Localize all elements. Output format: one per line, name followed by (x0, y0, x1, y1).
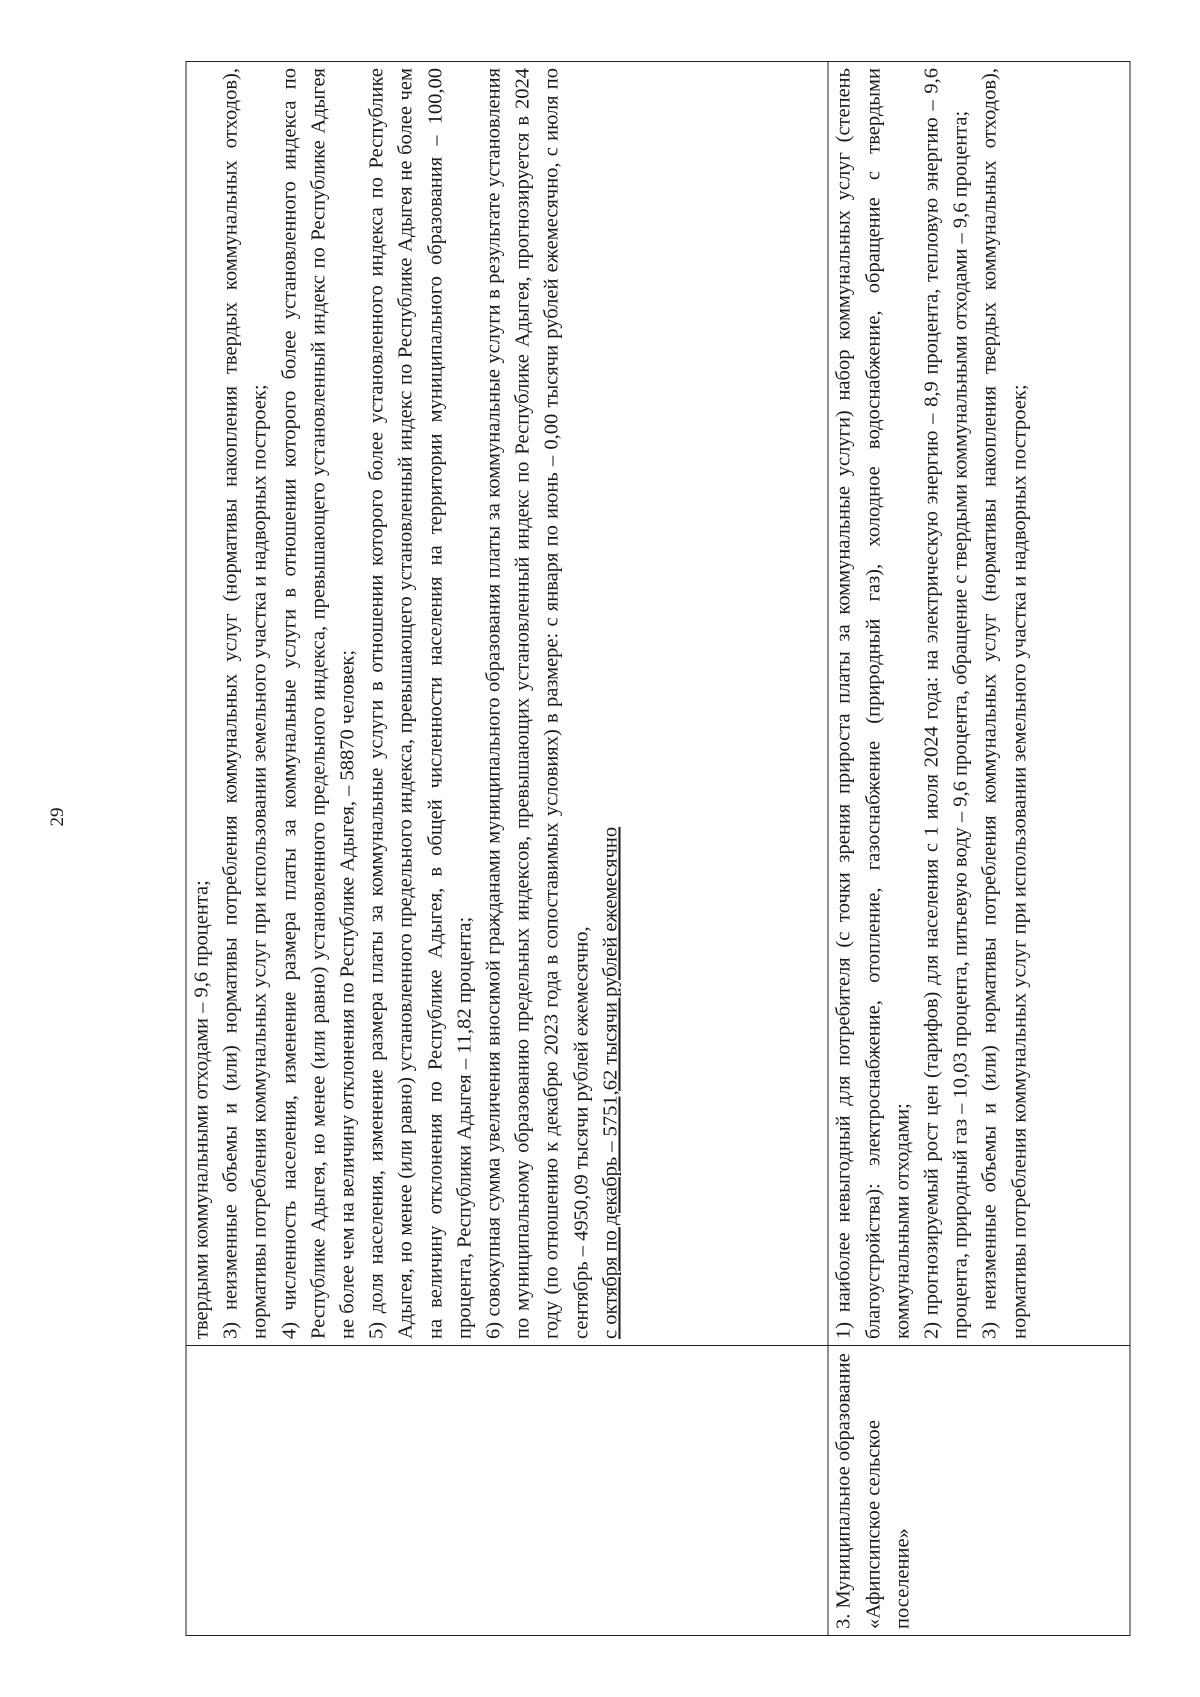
indicator-paragraph: с октября по декабрь – 5751,62 тысячи рублей ежемесячно (599, 826, 622, 1339)
forecast-table (186, 61, 1131, 1636)
indicator-paragraph: 3) неизменные объемы и (или) нормативы потребления коммунальных услуг (нормативы накопления твердых коммунальных отходов), нормативы потребления коммунальных услуг при использовании земельного участка и надворных построек; (219, 68, 271, 1339)
indicator-paragraph: 3) неизменные объемы и (или) нормативы потребления коммунальных услуг (нормативы накопления твердых коммунальных отходов), нормативы потребления коммунальных услуг при использовании земельного участка и надворных построек; (978, 68, 1031, 1339)
table-row (186, 62, 828, 1636)
rotated-page-content (186, 62, 1131, 1636)
indicator-paragraph: 6) совокупная сумма увеличения вносимой гражданами муниципального образования платы за коммунальные услуги в результате установления по муниципальному образованию предельных индексов, превышающих установленный индекс по Республике Адыгея, прогнозируется в 2024 году (по отношению к декабрю 2023 года в сопоставимых условиях) в размере: с января по июнь – 0,00 тысячи рублей ежемесячно, с июля по сентябрь – 4950,09 тысячи рублей ежемесячно, (482, 68, 593, 1339)
indicator-paragraph: 2) прогнозируемый рост цен (тарифов) для населения с 1 июля 2024 года: на электрическую энергию – 8,9 процента, тепловую энергию – 9,6 процента, природный газ – 10,03 процента, питьевую воду – 9,6 процента, обращение с твердыми коммунальными отходами – 9,6 процента; (920, 68, 972, 1339)
table-row (828, 62, 1130, 1636)
indicator-paragraph: 1) наиболее невыгодный для потребителя (с точки зрения прироста платы за коммунальные услуги) набор коммунальных услуг (степень благоустройства): электроснабжение, отопление, газоснабжение (природный газ), холодное водоснабжение, обращение с твердыми коммунальными отходами; (832, 68, 914, 1339)
indicator-paragraph: 4) численность населения, изменение размера платы за коммунальные услуги в отношении которого более установленного индекса по Республике Адыгея, но менее (или равно) установленного предельного индекса, превышающего установленный индекс по Республике Адыгея не более чем на величину отклонения по Республике Адыгея, – 58870 человек; (278, 68, 359, 1339)
page-number: 29 (47, 807, 68, 827)
indicator-paragraph: 5) доля населения, изменение размера платы за коммунальные услуги в отношении которого более установленного индекса по Республике Адыгея, но менее (или равно) установленного предельного индекса, превышающего установленный индекс по Республике Адыгея не более чем на величину отклонения по Республике Адыгея, в общей численности населения на территории муниципального образования – 100,00 процента, Республики Адыгея – 11,82 процента; (365, 68, 476, 1339)
indicators-cell (186, 62, 828, 1346)
municipality-cell: 3. Муниципальное образование «Афипсипское сельское поселение» (828, 1346, 1130, 1636)
municipality-cell (186, 1346, 828, 1636)
indicators-cell (828, 62, 1130, 1346)
indicator-paragraph: твердыми коммунальными отходами – 9,6 процента; (190, 880, 213, 1339)
